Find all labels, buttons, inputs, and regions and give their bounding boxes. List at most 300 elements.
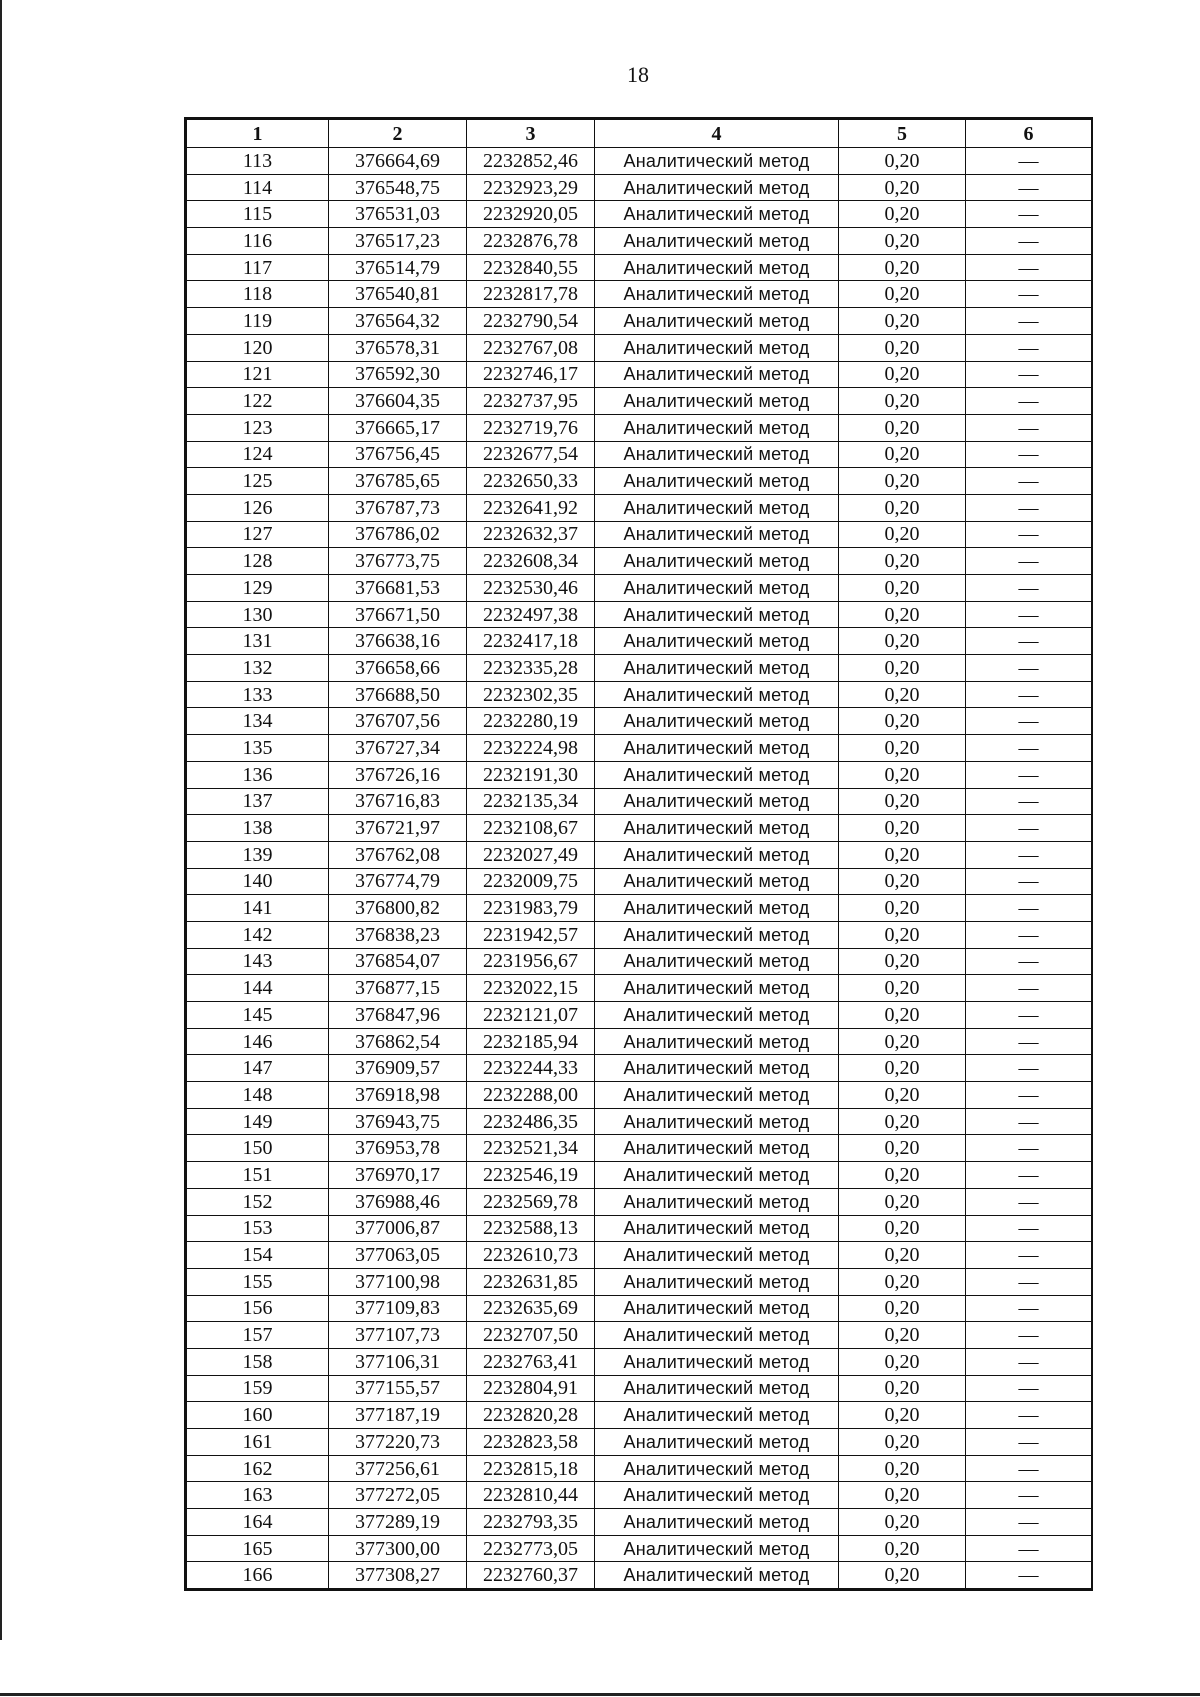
- y-coordinate-cell: 2232108,67: [467, 815, 595, 842]
- x-coordinate-cell: 376838,23: [329, 921, 467, 948]
- x-coordinate-cell: 376773,75: [329, 548, 467, 575]
- method-cell: Аналитический метод: [595, 254, 839, 281]
- point-number-cell: 160: [187, 1402, 329, 1429]
- x-coordinate-cell: 376909,57: [329, 1055, 467, 1082]
- x-coordinate-cell: 376785,65: [329, 468, 467, 495]
- point-number-cell: 155: [187, 1268, 329, 1295]
- point-number-cell: 126: [187, 494, 329, 521]
- point-number-cell: 137: [187, 788, 329, 815]
- note-cell: —: [966, 1002, 1092, 1029]
- header-col-3: 3: [467, 120, 595, 148]
- point-number-cell: 136: [187, 761, 329, 788]
- point-number-cell: 147: [187, 1055, 329, 1082]
- table-row: [187, 1322, 1092, 1349]
- method-cell: Аналитический метод: [595, 815, 839, 842]
- point-number-cell: 131: [187, 628, 329, 655]
- accuracy-cell: 0,20: [839, 334, 966, 361]
- table-row: [187, 868, 1092, 895]
- header-col-1: 1: [187, 120, 329, 148]
- table-row: [187, 681, 1092, 708]
- x-coordinate-cell: 376671,50: [329, 601, 467, 628]
- note-cell: —: [966, 708, 1092, 735]
- table-row: [187, 575, 1092, 602]
- x-coordinate-cell: 376514,79: [329, 254, 467, 281]
- x-coordinate-cell: 376540,81: [329, 281, 467, 308]
- method-cell: Аналитический метод: [595, 521, 839, 548]
- x-coordinate-cell: 377272,05: [329, 1482, 467, 1509]
- x-coordinate-cell: 377107,73: [329, 1322, 467, 1349]
- method-cell: Аналитический метод: [595, 601, 839, 628]
- method-cell: Аналитический метод: [595, 308, 839, 335]
- coordinates-table: [186, 119, 1092, 1589]
- accuracy-cell: 0,20: [839, 628, 966, 655]
- y-coordinate-cell: 2232288,00: [467, 1082, 595, 1109]
- table-row: [187, 521, 1092, 548]
- table-row: [187, 1348, 1092, 1375]
- note-cell: —: [966, 308, 1092, 335]
- accuracy-cell: 0,20: [839, 1509, 966, 1536]
- table-row: [187, 655, 1092, 682]
- note-cell: —: [966, 281, 1092, 308]
- x-coordinate-cell: 376847,96: [329, 1002, 467, 1029]
- accuracy-cell: 0,20: [839, 281, 966, 308]
- x-coordinate-cell: 377256,61: [329, 1455, 467, 1482]
- x-coordinate-cell: 376854,07: [329, 948, 467, 975]
- x-coordinate-cell: 376774,79: [329, 868, 467, 895]
- y-coordinate-cell: 2232521,34: [467, 1135, 595, 1162]
- point-number-cell: 146: [187, 1028, 329, 1055]
- header-col-5: 5: [839, 120, 966, 148]
- point-number-cell: 148: [187, 1082, 329, 1109]
- accuracy-cell: 0,20: [839, 735, 966, 762]
- method-cell: Аналитический метод: [595, 281, 839, 308]
- method-cell: Аналитический метод: [595, 1402, 839, 1429]
- note-cell: —: [966, 388, 1092, 415]
- point-number-cell: 159: [187, 1375, 329, 1402]
- accuracy-cell: 0,20: [839, 1402, 966, 1429]
- method-cell: Аналитический метод: [595, 1188, 839, 1215]
- method-cell: Аналитический метод: [595, 1482, 839, 1509]
- note-cell: —: [966, 548, 1092, 575]
- note-cell: —: [966, 1348, 1092, 1375]
- accuracy-cell: 0,20: [839, 868, 966, 895]
- accuracy-cell: 0,20: [839, 174, 966, 201]
- table-row: [187, 1242, 1092, 1269]
- table-row: [187, 1002, 1092, 1029]
- table-row: [187, 975, 1092, 1002]
- x-coordinate-cell: 377308,27: [329, 1562, 467, 1589]
- note-cell: —: [966, 334, 1092, 361]
- table-row: [187, 334, 1092, 361]
- accuracy-cell: 0,20: [839, 681, 966, 708]
- accuracy-cell: 0,20: [839, 1322, 966, 1349]
- point-number-cell: 122: [187, 388, 329, 415]
- point-number-cell: 133: [187, 681, 329, 708]
- header-col-6: 6: [966, 120, 1092, 148]
- point-number-cell: 149: [187, 1108, 329, 1135]
- method-cell: Аналитический метод: [595, 1322, 839, 1349]
- point-number-cell: 116: [187, 228, 329, 255]
- x-coordinate-cell: 376688,50: [329, 681, 467, 708]
- accuracy-cell: 0,20: [839, 575, 966, 602]
- table-row: [187, 414, 1092, 441]
- accuracy-cell: 0,20: [839, 788, 966, 815]
- accuracy-cell: 0,20: [839, 468, 966, 495]
- table-row: [187, 1562, 1092, 1589]
- scan-bottom-border: [0, 1693, 1200, 1696]
- accuracy-cell: 0,20: [839, 761, 966, 788]
- x-coordinate-cell: 376862,54: [329, 1028, 467, 1055]
- method-cell: Аналитический метод: [595, 468, 839, 495]
- x-coordinate-cell: 376970,17: [329, 1162, 467, 1189]
- note-cell: —: [966, 1455, 1092, 1482]
- accuracy-cell: 0,20: [839, 1028, 966, 1055]
- point-number-cell: 134: [187, 708, 329, 735]
- y-coordinate-cell: 2232610,73: [467, 1242, 595, 1269]
- point-number-cell: 139: [187, 841, 329, 868]
- note-cell: —: [966, 1322, 1092, 1349]
- table-header-row: [187, 120, 1092, 148]
- table-row: [187, 201, 1092, 228]
- x-coordinate-cell: 377289,19: [329, 1509, 467, 1536]
- x-coordinate-cell: 376564,32: [329, 308, 467, 335]
- note-cell: —: [966, 601, 1092, 628]
- x-coordinate-cell: 376681,53: [329, 575, 467, 602]
- note-cell: —: [966, 655, 1092, 682]
- x-coordinate-cell: 376638,16: [329, 628, 467, 655]
- x-coordinate-cell: 377006,87: [329, 1215, 467, 1242]
- point-number-cell: 132: [187, 655, 329, 682]
- accuracy-cell: 0,20: [839, 895, 966, 922]
- point-number-cell: 153: [187, 1215, 329, 1242]
- note-cell: —: [966, 948, 1092, 975]
- accuracy-cell: 0,20: [839, 414, 966, 441]
- accuracy-cell: 0,20: [839, 1268, 966, 1295]
- y-coordinate-cell: 2232280,19: [467, 708, 595, 735]
- x-coordinate-cell: 377109,83: [329, 1295, 467, 1322]
- note-cell: —: [966, 1135, 1092, 1162]
- accuracy-cell: 0,20: [839, 1082, 966, 1109]
- table-row: [187, 1135, 1092, 1162]
- point-number-cell: 128: [187, 548, 329, 575]
- point-number-cell: 150: [187, 1135, 329, 1162]
- table-row: [187, 1028, 1092, 1055]
- x-coordinate-cell: 376988,46: [329, 1188, 467, 1215]
- table-row: [187, 1268, 1092, 1295]
- method-cell: Аналитический метод: [595, 868, 839, 895]
- y-coordinate-cell: 2232546,19: [467, 1162, 595, 1189]
- y-coordinate-cell: 2232027,49: [467, 841, 595, 868]
- method-cell: Аналитический метод: [595, 1562, 839, 1589]
- table-row: [187, 601, 1092, 628]
- accuracy-cell: 0,20: [839, 1055, 966, 1082]
- method-cell: Аналитический метод: [595, 628, 839, 655]
- table-row: [187, 948, 1092, 975]
- y-coordinate-cell: 2232804,91: [467, 1375, 595, 1402]
- x-coordinate-cell: 376721,97: [329, 815, 467, 842]
- x-coordinate-cell: 377300,00: [329, 1535, 467, 1562]
- note-cell: —: [966, 1188, 1092, 1215]
- note-cell: —: [966, 815, 1092, 842]
- y-coordinate-cell: 2232135,34: [467, 788, 595, 815]
- accuracy-cell: 0,20: [839, 441, 966, 468]
- y-coordinate-cell: 2232793,35: [467, 1509, 595, 1536]
- point-number-cell: 163: [187, 1482, 329, 1509]
- method-cell: Аналитический метод: [595, 174, 839, 201]
- note-cell: —: [966, 788, 1092, 815]
- x-coordinate-cell: 377155,57: [329, 1375, 467, 1402]
- note-cell: —: [966, 681, 1092, 708]
- method-cell: Аналитический метод: [595, 575, 839, 602]
- y-coordinate-cell: 2232823,58: [467, 1429, 595, 1456]
- note-cell: —: [966, 1535, 1092, 1562]
- x-coordinate-cell: 376953,78: [329, 1135, 467, 1162]
- point-number-cell: 140: [187, 868, 329, 895]
- method-cell: Аналитический метод: [595, 1055, 839, 1082]
- point-number-cell: 162: [187, 1455, 329, 1482]
- table-row: [187, 1402, 1092, 1429]
- y-coordinate-cell: 2232650,33: [467, 468, 595, 495]
- note-cell: —: [966, 1082, 1092, 1109]
- note-cell: —: [966, 761, 1092, 788]
- x-coordinate-cell: 376786,02: [329, 521, 467, 548]
- x-coordinate-cell: 377106,31: [329, 1348, 467, 1375]
- x-coordinate-cell: 376664,69: [329, 148, 467, 175]
- method-cell: Аналитический метод: [595, 975, 839, 1002]
- table-row: [187, 1482, 1092, 1509]
- accuracy-cell: 0,20: [839, 1242, 966, 1269]
- table-row: [187, 228, 1092, 255]
- method-cell: Аналитический метод: [595, 414, 839, 441]
- table-body: [187, 148, 1092, 1589]
- point-number-cell: 164: [187, 1509, 329, 1536]
- y-coordinate-cell: 2232719,76: [467, 414, 595, 441]
- note-cell: —: [966, 201, 1092, 228]
- accuracy-cell: 0,20: [839, 1562, 966, 1589]
- table-row: [187, 1188, 1092, 1215]
- y-coordinate-cell: 2232335,28: [467, 655, 595, 682]
- x-coordinate-cell: 376707,56: [329, 708, 467, 735]
- note-cell: —: [966, 1108, 1092, 1135]
- table-row: [187, 468, 1092, 495]
- method-cell: Аналитический метод: [595, 148, 839, 175]
- method-cell: Аналитический метод: [595, 921, 839, 948]
- table-row: [187, 1082, 1092, 1109]
- y-coordinate-cell: 2232588,13: [467, 1215, 595, 1242]
- note-cell: —: [966, 1268, 1092, 1295]
- table-row: [187, 921, 1092, 948]
- method-cell: Аналитический метод: [595, 1162, 839, 1189]
- point-number-cell: 161: [187, 1429, 329, 1456]
- point-number-cell: 113: [187, 148, 329, 175]
- y-coordinate-cell: 2231956,67: [467, 948, 595, 975]
- y-coordinate-cell: 2232876,78: [467, 228, 595, 255]
- table-row: [187, 628, 1092, 655]
- method-cell: Аналитический метод: [595, 735, 839, 762]
- note-cell: —: [966, 228, 1092, 255]
- table-row: [187, 148, 1092, 175]
- x-coordinate-cell: 376658,66: [329, 655, 467, 682]
- table-row: [187, 708, 1092, 735]
- point-number-cell: 119: [187, 308, 329, 335]
- method-cell: Аналитический метод: [595, 788, 839, 815]
- point-number-cell: 123: [187, 414, 329, 441]
- point-number-cell: 121: [187, 361, 329, 388]
- accuracy-cell: 0,20: [839, 1215, 966, 1242]
- x-coordinate-cell: 376517,23: [329, 228, 467, 255]
- point-number-cell: 156: [187, 1295, 329, 1322]
- note-cell: —: [966, 921, 1092, 948]
- note-cell: —: [966, 1162, 1092, 1189]
- accuracy-cell: 0,20: [839, 1135, 966, 1162]
- x-coordinate-cell: 376756,45: [329, 441, 467, 468]
- accuracy-cell: 0,20: [839, 308, 966, 335]
- y-coordinate-cell: 2232631,85: [467, 1268, 595, 1295]
- y-coordinate-cell: 2232244,33: [467, 1055, 595, 1082]
- note-cell: —: [966, 628, 1092, 655]
- y-coordinate-cell: 2232022,15: [467, 975, 595, 1002]
- table-row: [187, 388, 1092, 415]
- method-cell: Аналитический метод: [595, 1509, 839, 1536]
- y-coordinate-cell: 2232707,50: [467, 1322, 595, 1349]
- accuracy-cell: 0,20: [839, 815, 966, 842]
- method-cell: Аналитический метод: [595, 1028, 839, 1055]
- method-cell: Аналитический метод: [595, 1215, 839, 1242]
- accuracy-cell: 0,20: [839, 921, 966, 948]
- table-row: [187, 1375, 1092, 1402]
- note-cell: —: [966, 975, 1092, 1002]
- table-row: [187, 1509, 1092, 1536]
- accuracy-cell: 0,20: [839, 1188, 966, 1215]
- table-row: [187, 254, 1092, 281]
- note-cell: —: [966, 868, 1092, 895]
- x-coordinate-cell: 377063,05: [329, 1242, 467, 1269]
- point-number-cell: 118: [187, 281, 329, 308]
- note-cell: —: [966, 1242, 1092, 1269]
- accuracy-cell: 0,20: [839, 601, 966, 628]
- point-number-cell: 117: [187, 254, 329, 281]
- table-row: [187, 308, 1092, 335]
- x-coordinate-cell: 376604,35: [329, 388, 467, 415]
- note-cell: —: [966, 1295, 1092, 1322]
- accuracy-cell: 0,20: [839, 1535, 966, 1562]
- x-coordinate-cell: 376800,82: [329, 895, 467, 922]
- accuracy-cell: 0,20: [839, 494, 966, 521]
- accuracy-cell: 0,20: [839, 708, 966, 735]
- method-cell: Аналитический метод: [595, 1429, 839, 1456]
- note-cell: —: [966, 1215, 1092, 1242]
- table-row: [187, 548, 1092, 575]
- y-coordinate-cell: 2232815,18: [467, 1455, 595, 1482]
- y-coordinate-cell: 2232486,35: [467, 1108, 595, 1135]
- point-number-cell: 143: [187, 948, 329, 975]
- method-cell: Аналитический метод: [595, 708, 839, 735]
- table-row: [187, 361, 1092, 388]
- table-row: [187, 281, 1092, 308]
- note-cell: —: [966, 895, 1092, 922]
- method-cell: Аналитический метод: [595, 1135, 839, 1162]
- accuracy-cell: 0,20: [839, 1482, 966, 1509]
- table-row: [187, 1055, 1092, 1082]
- point-number-cell: 152: [187, 1188, 329, 1215]
- method-cell: Аналитический метод: [595, 334, 839, 361]
- y-coordinate-cell: 2232417,18: [467, 628, 595, 655]
- accuracy-cell: 0,20: [839, 1295, 966, 1322]
- note-cell: —: [966, 414, 1092, 441]
- x-coordinate-cell: 376787,73: [329, 494, 467, 521]
- point-number-cell: 135: [187, 735, 329, 762]
- note-cell: —: [966, 1562, 1092, 1589]
- y-coordinate-cell: 2232817,78: [467, 281, 595, 308]
- method-cell: Аналитический метод: [595, 841, 839, 868]
- note-cell: —: [966, 1509, 1092, 1536]
- note-cell: —: [966, 254, 1092, 281]
- note-cell: —: [966, 1055, 1092, 1082]
- y-coordinate-cell: 2232677,54: [467, 441, 595, 468]
- y-coordinate-cell: 2232530,46: [467, 575, 595, 602]
- note-cell: —: [966, 1482, 1092, 1509]
- header-col-2: 2: [329, 120, 467, 148]
- method-cell: Аналитический метод: [595, 895, 839, 922]
- y-coordinate-cell: 2232773,05: [467, 1535, 595, 1562]
- note-cell: —: [966, 441, 1092, 468]
- x-coordinate-cell: 376592,30: [329, 361, 467, 388]
- scan-left-border: [0, 0, 2, 1640]
- method-cell: Аналитический метод: [595, 1295, 839, 1322]
- y-coordinate-cell: 2232790,54: [467, 308, 595, 335]
- x-coordinate-cell: 376726,16: [329, 761, 467, 788]
- point-number-cell: 125: [187, 468, 329, 495]
- table-row: [187, 735, 1092, 762]
- accuracy-cell: 0,20: [839, 1162, 966, 1189]
- y-coordinate-cell: 2232920,05: [467, 201, 595, 228]
- method-cell: Аналитический метод: [595, 228, 839, 255]
- method-cell: Аналитический метод: [595, 1268, 839, 1295]
- table-row: [187, 1215, 1092, 1242]
- y-coordinate-cell: 2232224,98: [467, 735, 595, 762]
- y-coordinate-cell: 2232840,55: [467, 254, 595, 281]
- table-row: [187, 1535, 1092, 1562]
- method-cell: Аналитический метод: [595, 548, 839, 575]
- y-coordinate-cell: 2232737,95: [467, 388, 595, 415]
- table-row: [187, 1162, 1092, 1189]
- note-cell: —: [966, 361, 1092, 388]
- method-cell: Аналитический метод: [595, 761, 839, 788]
- x-coordinate-cell: 377220,73: [329, 1429, 467, 1456]
- y-coordinate-cell: 2231942,57: [467, 921, 595, 948]
- accuracy-cell: 0,20: [839, 548, 966, 575]
- table-row: [187, 1108, 1092, 1135]
- note-cell: —: [966, 575, 1092, 602]
- point-number-cell: 127: [187, 521, 329, 548]
- table-row: [187, 1429, 1092, 1456]
- table-row: [187, 761, 1092, 788]
- x-coordinate-cell: 377187,19: [329, 1402, 467, 1429]
- x-coordinate-cell: 376727,34: [329, 735, 467, 762]
- note-cell: —: [966, 1375, 1092, 1402]
- accuracy-cell: 0,20: [839, 254, 966, 281]
- table-row: [187, 441, 1092, 468]
- note-cell: —: [966, 468, 1092, 495]
- accuracy-cell: 0,20: [839, 228, 966, 255]
- method-cell: Аналитический метод: [595, 1108, 839, 1135]
- y-coordinate-cell: 2232635,69: [467, 1295, 595, 1322]
- point-number-cell: 141: [187, 895, 329, 922]
- y-coordinate-cell: 2232302,35: [467, 681, 595, 708]
- note-cell: —: [966, 735, 1092, 762]
- point-number-cell: 115: [187, 201, 329, 228]
- x-coordinate-cell: 376943,75: [329, 1108, 467, 1135]
